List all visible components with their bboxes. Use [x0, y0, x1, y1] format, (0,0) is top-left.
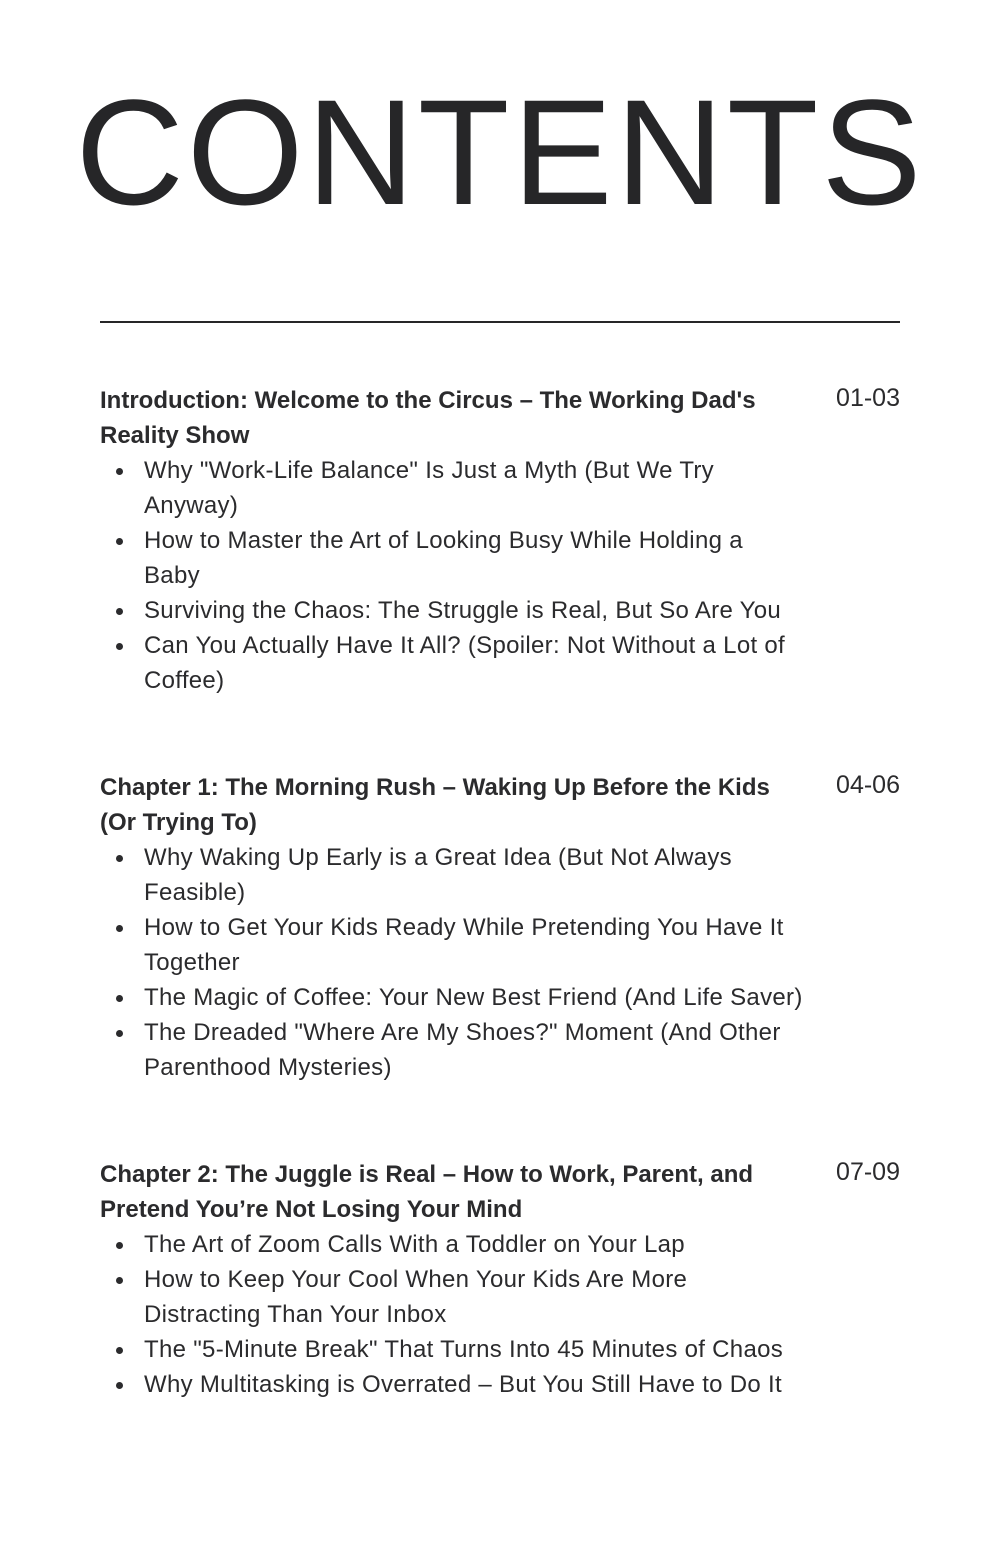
- toc-subtopic-text: The Dreaded "Where Are My Shoes?" Moment (And Other Parenthood Mysteries): [144, 1019, 781, 1081]
- title-divider: [100, 321, 900, 323]
- toc-subtopic: [144, 628, 804, 698]
- bullet-icon: [116, 643, 123, 650]
- toc-subtopic: [144, 453, 804, 523]
- bullet-icon: [116, 1347, 123, 1354]
- toc-subtopic-list: [100, 453, 804, 698]
- toc-subtopic-text: How to Get Your Kids Ready While Pretending You Have It Together: [144, 914, 784, 976]
- toc-subtopic-text: Surviving the Chaos: The Struggle is Real, But So Are You: [144, 597, 782, 624]
- toc-page-range: 07-09: [836, 1158, 900, 1186]
- toc-subtopic: [144, 1262, 804, 1332]
- toc-section-introduction: [100, 383, 900, 698]
- bullet-icon: [116, 1030, 123, 1037]
- toc-subtopic-text: How to Master the Art of Looking Busy While Holding a Baby: [144, 527, 743, 589]
- toc-subtopic-text: Can You Actually Have It All? (Spoiler: Not Without a Lot of Coffee): [144, 632, 786, 694]
- toc-subtopic-list: [100, 840, 804, 1085]
- toc-heading-row: [100, 383, 900, 453]
- bullet-icon: [116, 995, 123, 1002]
- toc-subtopic-text: The Magic of Coffee: Your New Best Friend (And Life Saver): [144, 984, 803, 1011]
- bullet-icon: [116, 538, 123, 545]
- bullet-icon: [116, 1277, 123, 1284]
- toc-subtopic: [144, 1015, 804, 1085]
- toc-subtopic: [144, 1332, 804, 1367]
- toc-subtopic-text: The Art of Zoom Calls With a Toddler on Your Lap: [144, 1231, 685, 1258]
- toc-section-chapter-2: [100, 1157, 900, 1402]
- toc-page-range: 04-06: [836, 771, 900, 799]
- toc-heading-row: [100, 770, 900, 840]
- toc-heading[interactable]: Chapter 2: The Juggle is Real – How to Work, Parent, and Pretend You’re Not Losing Your Mind: [100, 1161, 754, 1223]
- toc-section-chapter-1: [100, 770, 900, 1085]
- toc-subtopic: [144, 593, 804, 628]
- toc-subtopic-text: The "5-Minute Break" That Turns Into 45 Minutes of Chaos: [144, 1336, 784, 1363]
- bullet-icon: [116, 468, 123, 475]
- bullet-icon: [116, 855, 123, 862]
- toc-heading-row: [100, 1157, 900, 1227]
- toc-subtopic-text: Why Multitasking is Overrated – But You Still Have to Do It: [144, 1371, 782, 1398]
- toc-subtopic-list: [100, 1227, 804, 1402]
- toc-subtopic: [144, 980, 804, 1015]
- bullet-icon: [116, 1242, 123, 1249]
- toc-subtopic: [144, 840, 804, 910]
- bullet-icon: [116, 1382, 123, 1389]
- page-title: CONTENTS: [75, 68, 925, 236]
- toc-subtopic-text: How to Keep Your Cool When Your Kids Are More Distracting Than Your Inbox: [144, 1266, 688, 1328]
- toc-subtopic: [144, 1367, 804, 1402]
- toc-subtopic: [144, 910, 804, 980]
- toc-page-range: 01-03: [836, 384, 900, 412]
- toc-heading[interactable]: Chapter 1: The Morning Rush – Waking Up Before the Kids (Or Trying To): [100, 774, 770, 836]
- toc-subtopic: [144, 1227, 804, 1262]
- toc-subtopic: [144, 523, 804, 593]
- toc-heading[interactable]: Introduction: Welcome to the Circus – The Working Dad's Reality Show: [100, 387, 756, 449]
- bullet-icon: [116, 925, 123, 932]
- bullet-icon: [116, 608, 123, 615]
- toc-subtopic-text: Why "Work-Life Balance" Is Just a Myth (But We Try Anyway): [144, 457, 714, 519]
- toc-subtopic-text: Why Waking Up Early is a Great Idea (But Not Always Feasible): [144, 844, 732, 906]
